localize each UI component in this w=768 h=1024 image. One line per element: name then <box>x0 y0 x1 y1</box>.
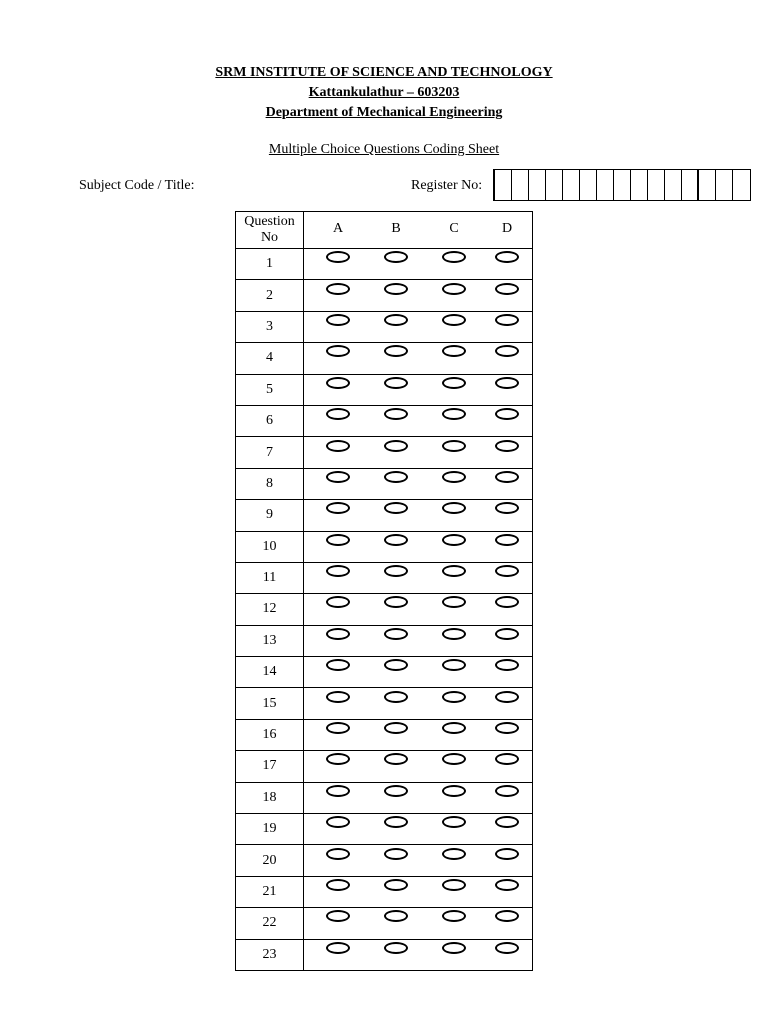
answer-bubble-b[interactable] <box>384 377 408 389</box>
answer-bubble-c[interactable] <box>442 659 466 671</box>
answer-bubbles <box>304 531 533 562</box>
question-no-header <box>236 212 304 249</box>
options-header <box>304 212 533 249</box>
answer-bubbles <box>304 343 533 374</box>
answer-bubble-c[interactable] <box>442 440 466 452</box>
question-row <box>236 876 533 907</box>
register-digit-box[interactable] <box>495 170 512 200</box>
answer-bubble-d[interactable] <box>495 722 519 734</box>
answer-bubble-b[interactable] <box>384 942 408 954</box>
answer-bubble-d[interactable] <box>495 816 519 828</box>
register-digit-box[interactable] <box>512 170 529 200</box>
question-number: 5 <box>236 374 304 405</box>
question-row <box>236 405 533 436</box>
register-digit-box[interactable] <box>563 170 580 200</box>
answer-bubble-d[interactable] <box>495 471 519 483</box>
answer-bubble-a[interactable] <box>326 502 350 514</box>
question-number: 18 <box>236 782 304 813</box>
answer-bubble-a[interactable] <box>326 345 350 357</box>
answer-bubble-b[interactable] <box>384 910 408 922</box>
answer-bubble-b[interactable] <box>384 314 408 326</box>
register-digit-box[interactable] <box>614 170 631 200</box>
answer-bubble-d[interactable] <box>495 910 519 922</box>
answer-bubbles <box>304 908 533 939</box>
register-digit-box[interactable] <box>580 170 597 200</box>
question-number: 2 <box>236 280 304 311</box>
question-row <box>236 500 533 531</box>
answer-bubble-a[interactable] <box>326 283 350 295</box>
answer-bubble-c[interactable] <box>442 785 466 797</box>
answer-bubble-b[interactable] <box>384 628 408 640</box>
question-number: 17 <box>236 751 304 782</box>
question-row <box>236 311 533 342</box>
question-number: 9 <box>236 500 304 531</box>
question-number: 14 <box>236 657 304 688</box>
register-digit-box[interactable] <box>699 170 716 200</box>
answer-bubbles <box>304 500 533 531</box>
answer-bubble-d[interactable] <box>495 283 519 295</box>
answer-bubble-b[interactable] <box>384 471 408 483</box>
question-number: 21 <box>236 876 304 907</box>
answer-bubble-a[interactable] <box>326 753 350 765</box>
answer-bubble-a[interactable] <box>326 251 350 263</box>
department-name: Department of Mechanical Engineering <box>265 105 503 120</box>
answer-bubble-c[interactable] <box>442 377 466 389</box>
answer-bubble-a[interactable] <box>326 314 350 326</box>
answer-bubble-a[interactable] <box>326 722 350 734</box>
register-digit-box[interactable] <box>597 170 614 200</box>
answer-bubble-c[interactable] <box>442 471 466 483</box>
answer-bubble-d[interactable] <box>495 502 519 514</box>
answer-bubble-d[interactable] <box>495 628 519 640</box>
question-number: 8 <box>236 468 304 499</box>
register-digit-box[interactable] <box>665 170 682 200</box>
answer-bubble-c[interactable] <box>442 628 466 640</box>
answer-bubble-b[interactable] <box>384 753 408 765</box>
question-number: 11 <box>236 562 304 593</box>
answer-bubble-b[interactable] <box>384 816 408 828</box>
answer-bubble-b[interactable] <box>384 440 408 452</box>
answer-bubble-b[interactable] <box>384 565 408 577</box>
answer-bubble-a[interactable] <box>326 628 350 640</box>
question-no-header-line: No <box>260 230 279 245</box>
question-number: 7 <box>236 437 304 468</box>
answer-bubble-a[interactable] <box>326 879 350 891</box>
question-row <box>236 908 533 939</box>
question-number: 13 <box>236 625 304 656</box>
answer-bubbles <box>304 625 533 656</box>
answer-bubbles <box>304 939 533 970</box>
answer-bubble-d[interactable] <box>495 753 519 765</box>
answer-bubble-c[interactable] <box>442 848 466 860</box>
answer-bubbles <box>304 688 533 719</box>
answer-bubble-c[interactable] <box>442 345 466 357</box>
answer-bubble-b[interactable] <box>384 691 408 703</box>
answer-bubble-b[interactable] <box>384 534 408 546</box>
question-row <box>236 249 533 280</box>
answer-bubble-c[interactable] <box>442 534 466 546</box>
answer-bubble-b[interactable] <box>384 283 408 295</box>
option-header-a: A <box>332 221 344 236</box>
answer-bubble-a[interactable] <box>326 816 350 828</box>
sheet-title: Multiple Choice Questions Coding Sheet <box>268 142 500 157</box>
answer-bubble-d[interactable] <box>495 785 519 797</box>
answer-bubbles <box>304 751 533 782</box>
question-row <box>236 531 533 562</box>
answer-bubble-c[interactable] <box>442 502 466 514</box>
question-row <box>236 688 533 719</box>
question-row <box>236 374 533 405</box>
answer-bubble-c[interactable] <box>442 565 466 577</box>
question-number: 20 <box>236 845 304 876</box>
register-digit-box[interactable] <box>631 170 648 200</box>
answer-bubble-c[interactable] <box>442 753 466 765</box>
question-number: 4 <box>236 343 304 374</box>
answer-bubble-d[interactable] <box>495 691 519 703</box>
question-row <box>236 751 533 782</box>
answer-bubble-c[interactable] <box>442 816 466 828</box>
answer-bubbles <box>304 562 533 593</box>
answer-bubble-d[interactable] <box>495 942 519 954</box>
answer-bubbles <box>304 437 533 468</box>
answer-bubble-d[interactable] <box>495 596 519 608</box>
answer-bubble-b[interactable] <box>384 345 408 357</box>
question-no-header-line: Question <box>244 214 295 229</box>
question-row <box>236 343 533 374</box>
question-row <box>236 939 533 970</box>
answer-bubble-d[interactable] <box>495 377 519 389</box>
answer-bubble-a[interactable] <box>326 910 350 922</box>
answer-bubble-a[interactable] <box>326 408 350 420</box>
answer-bubble-a[interactable] <box>326 659 350 671</box>
answer-bubble-a[interactable] <box>326 471 350 483</box>
answer-bubble-c[interactable] <box>442 596 466 608</box>
question-row <box>236 594 533 625</box>
answer-bubbles <box>304 814 533 845</box>
answer-bubbles <box>304 280 533 311</box>
answer-bubble-b[interactable] <box>384 879 408 891</box>
answer-bubble-c[interactable] <box>442 251 466 263</box>
answer-bubble-c[interactable] <box>442 910 466 922</box>
question-row <box>236 719 533 750</box>
answer-bubble-b[interactable] <box>384 785 408 797</box>
answer-bubble-d[interactable] <box>495 565 519 577</box>
question-number: 1 <box>236 249 304 280</box>
answer-bubbles <box>304 876 533 907</box>
question-row <box>236 657 533 688</box>
question-row <box>236 782 533 813</box>
answer-bubble-b[interactable] <box>384 251 408 263</box>
register-digit-box[interactable] <box>648 170 665 200</box>
answer-bubbles <box>304 374 533 405</box>
register-number-boxes[interactable] <box>493 169 751 201</box>
question-number: 19 <box>236 814 304 845</box>
answer-bubble-c[interactable] <box>442 283 466 295</box>
answer-bubble-d[interactable] <box>495 879 519 891</box>
answer-bubbles <box>304 845 533 876</box>
answer-bubble-d[interactable] <box>495 534 519 546</box>
question-row <box>236 280 533 311</box>
register-digit-box[interactable] <box>529 170 546 200</box>
answer-grid <box>235 211 533 971</box>
answer-bubble-d[interactable] <box>495 408 519 420</box>
register-digit-box[interactable] <box>682 170 699 200</box>
answer-bubbles <box>304 782 533 813</box>
answer-bubbles <box>304 719 533 750</box>
answer-bubble-b[interactable] <box>384 659 408 671</box>
answer-bubble-b[interactable] <box>384 848 408 860</box>
question-row <box>236 814 533 845</box>
register-digit-box[interactable] <box>716 170 733 200</box>
answer-bubbles <box>304 311 533 342</box>
answer-bubble-d[interactable] <box>495 659 519 671</box>
answer-bubbles <box>304 249 533 280</box>
subject-code-label: Subject Code / Title: <box>79 178 195 193</box>
answer-bubbles <box>304 657 533 688</box>
question-number: 10 <box>236 531 304 562</box>
option-header-c: C <box>449 221 459 236</box>
question-number: 22 <box>236 908 304 939</box>
answer-bubble-c[interactable] <box>442 691 466 703</box>
answer-bubbles <box>304 405 533 436</box>
answer-bubble-a[interactable] <box>326 848 350 860</box>
institute-name: SRM INSTITUTE OF SCIENCE AND TECHNOLOGY <box>215 65 553 80</box>
option-header-d: D <box>501 221 513 236</box>
answer-bubble-a[interactable] <box>326 377 350 389</box>
question-row <box>236 437 533 468</box>
question-number: 15 <box>236 688 304 719</box>
answer-bubble-b[interactable] <box>384 408 408 420</box>
answer-bubble-a[interactable] <box>326 565 350 577</box>
institute-location: Kattankulathur – 603203 <box>308 85 460 100</box>
answer-bubble-a[interactable] <box>326 534 350 546</box>
answer-bubble-c[interactable] <box>442 722 466 734</box>
answer-bubbles <box>304 468 533 499</box>
question-row <box>236 845 533 876</box>
answer-bubble-a[interactable] <box>326 785 350 797</box>
register-digit-box[interactable] <box>546 170 563 200</box>
answer-bubble-d[interactable] <box>495 345 519 357</box>
question-row <box>236 625 533 656</box>
answer-bubble-d[interactable] <box>495 251 519 263</box>
answer-bubble-d[interactable] <box>495 440 519 452</box>
answer-bubble-b[interactable] <box>384 502 408 514</box>
answer-bubble-a[interactable] <box>326 691 350 703</box>
question-number: 23 <box>236 939 304 970</box>
question-number: 3 <box>236 311 304 342</box>
answer-bubble-c[interactable] <box>442 879 466 891</box>
question-number: 16 <box>236 719 304 750</box>
answer-bubble-d[interactable] <box>495 848 519 860</box>
answer-bubbles <box>304 594 533 625</box>
answer-bubble-c[interactable] <box>442 942 466 954</box>
question-row <box>236 562 533 593</box>
answer-bubble-b[interactable] <box>384 596 408 608</box>
answer-bubble-a[interactable] <box>326 942 350 954</box>
question-number: 6 <box>236 405 304 436</box>
question-row <box>236 468 533 499</box>
question-number: 12 <box>236 594 304 625</box>
answer-bubble-b[interactable] <box>384 722 408 734</box>
answer-bubble-c[interactable] <box>442 314 466 326</box>
register-digit-box[interactable] <box>733 170 750 200</box>
register-no-label: Register No: <box>411 178 483 193</box>
option-header-b: B <box>391 221 401 236</box>
answer-bubble-c[interactable] <box>442 408 466 420</box>
answer-bubble-a[interactable] <box>326 440 350 452</box>
answer-bubble-a[interactable] <box>326 596 350 608</box>
answer-bubble-d[interactable] <box>495 314 519 326</box>
